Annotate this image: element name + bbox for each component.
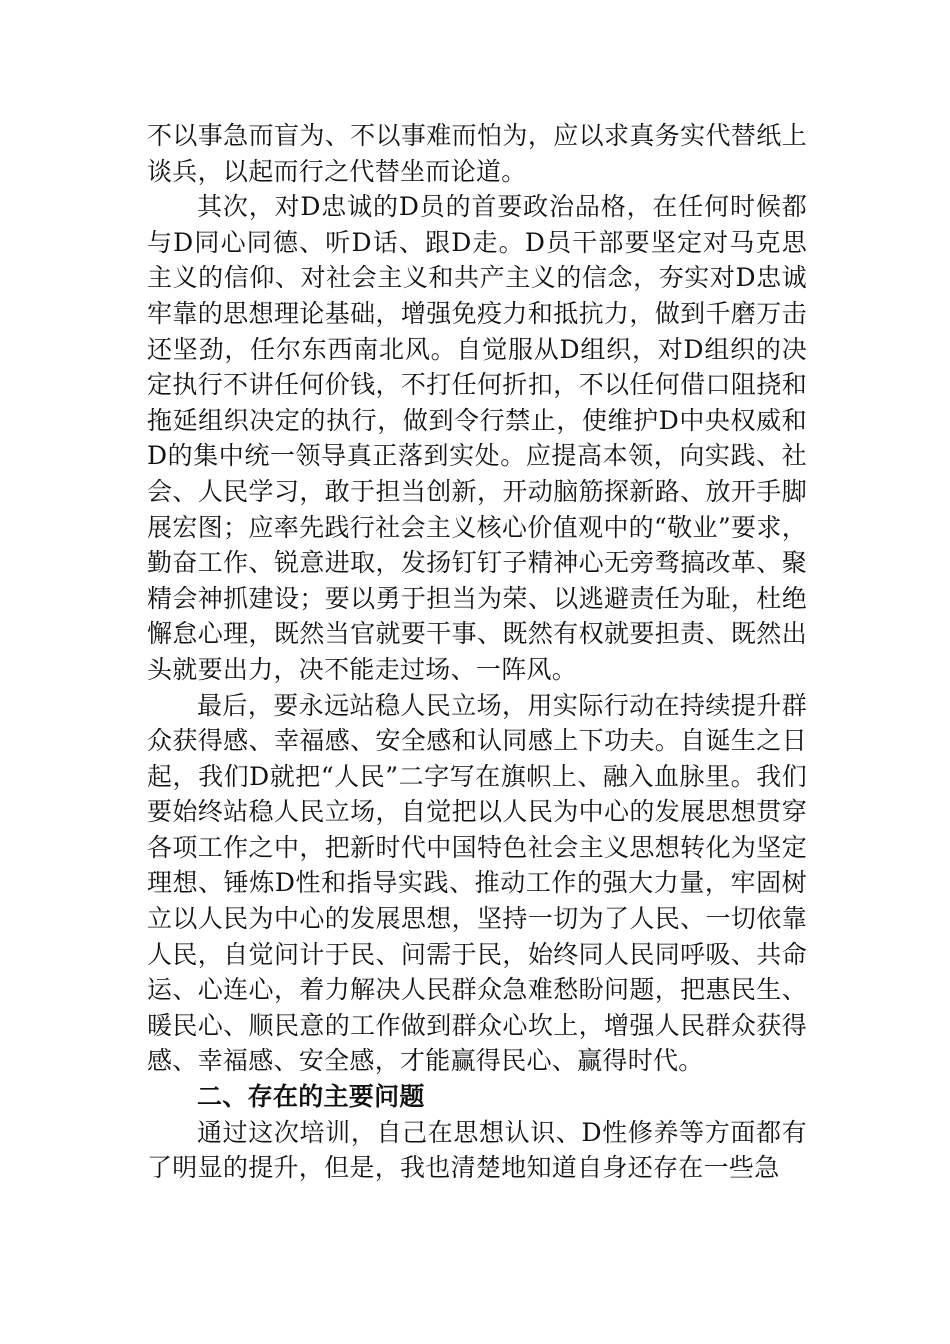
- document-body: [147, 118, 807, 1186]
- paragraph-finally: 最后，要永远站稳人民立场，用实际行动在持续提升群众获得感、幸福感、安全感和认同感上下功夫。自诞生之日起，我们D就把“人民”二字写在旗帜上、融入血脉里。我们要始终站稳人民立场，自觉把以人民为中心的发展思想贯穿各项工作之中，把新时代中国特色社会主义思想转化为坚定理想、锤炼D性和指导实践、推动工作的强大力量，牢固树立以人民为中心的发展思想，坚持一切为了人民、一切依靠人民，自觉问计于民、问需于民，始终同人民同呼吸、共命运、心连心，着力解决人民群众急难愁盼问题，把惠民生、暖民心、顺民意的工作做到群众心坎上，增强人民群众获得感、幸福感、安全感，才能赢得民心、赢得时代。: [147, 690, 807, 1076]
- paragraph-secondly: 其次，对D忠诚的D员的首要政治品格，在任何时候都与D同心同德、听D话、跟D走。D员干部要坚定对马克思主义的信仰、对社会主义和共产主义的信念，夯实对D忠诚牢靠的思想理论基础，增强免疫力和抵抗力，做到千磨万击还坚劲，任尔东西南北风。自觉服从D组织，对D组织的决定执行不讲任何价钱，不打任何折扣，不以任何借口阻挠和拖延组织决定的执行，做到令行禁止，使维护D中央权威和D的集中统一领导真正落到实处。应提高本领，向实践、社会、人民学习，敢于担当创新，开动脑筋探新路、放开手脚展宏图；应率先践行社会主义核心价值观中的“敬业”要求，勤奋工作、锐意进取，发扬钉钉子精神心无旁骛搞改革、聚精会神抓建设；要以勇于担当为荣、以逃避责任为耻，杜绝懈怠心理，既然当官就要干事、既然有权就要担责、既然出头就要出力，决不能走过场、一阵风。: [147, 192, 807, 684]
- section-heading: 二、存在的主要问题: [197, 1082, 425, 1112]
- paragraph-continuation: 不以事急而盲为、不以事难而怕为，应以求真务实代替纸上谈兵，以起而行之代替坐而论道。: [147, 121, 807, 186]
- paragraph-problems: 通过这次培训，自己在思想认识、D性修养等方面都有了明显的提升，但是，我也清楚地知道自身还存在一些急: [147, 1117, 807, 1183]
